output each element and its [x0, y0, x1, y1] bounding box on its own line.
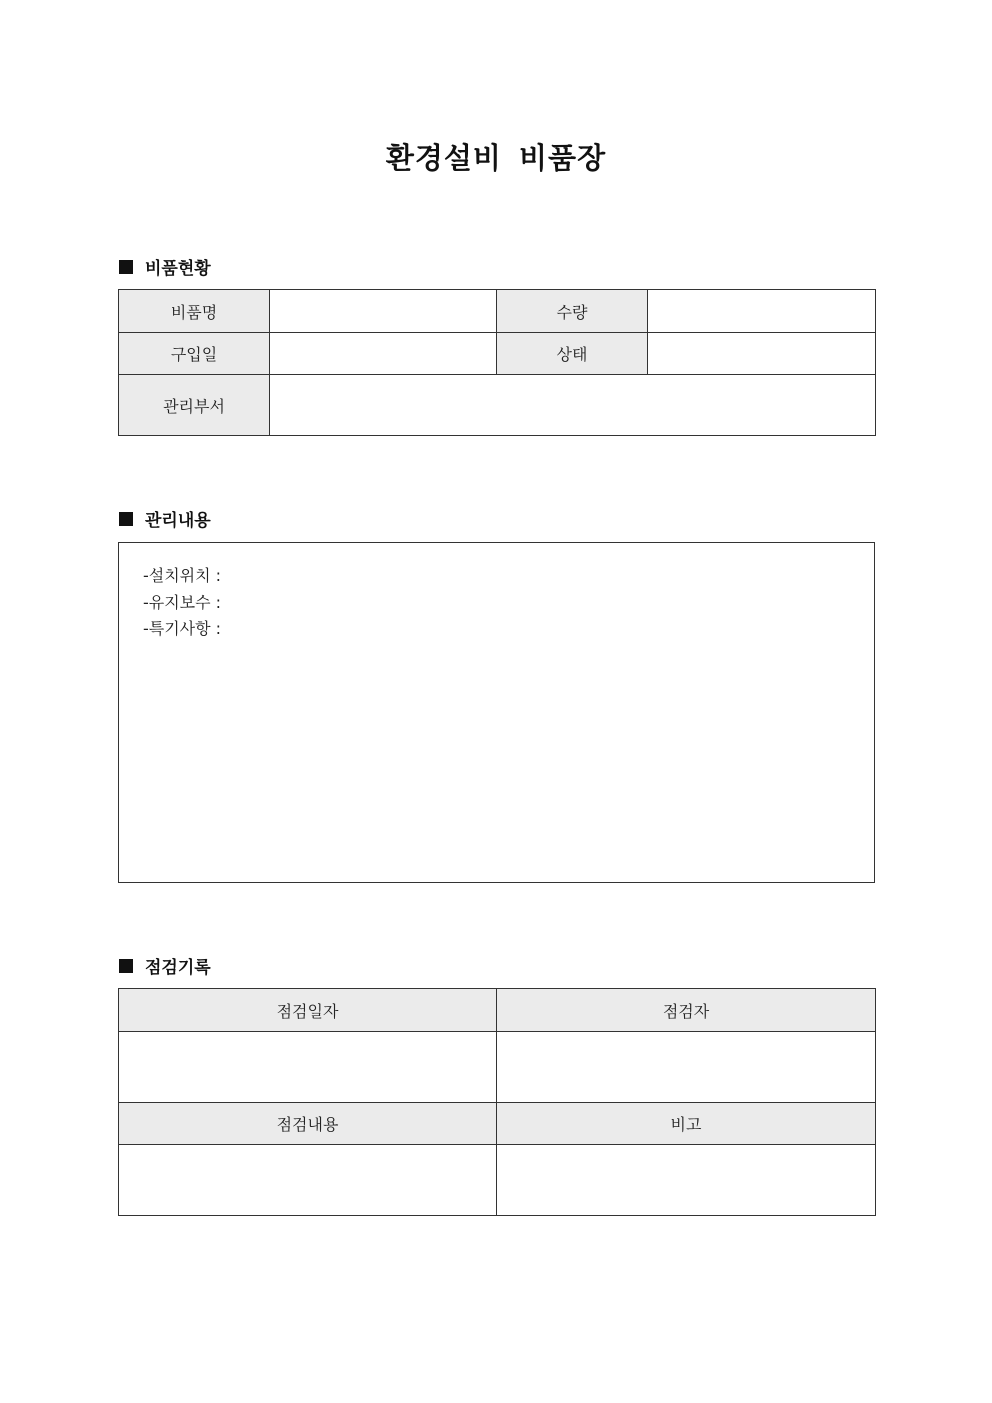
inspection-content-label: 점검내용	[119, 1103, 497, 1145]
inspector-label: 점검자	[497, 989, 876, 1032]
inspection-content-field[interactable]	[119, 1145, 497, 1216]
section-heading-status	[119, 254, 211, 279]
table-row	[119, 989, 876, 1032]
document-title: 환경설비 비품장	[385, 141, 607, 175]
section-heading-inspection	[119, 953, 211, 978]
table-row	[119, 1145, 876, 1216]
item-name-field[interactable]	[270, 290, 497, 333]
department-label: 관리부서	[119, 375, 270, 436]
section-heading-management	[119, 506, 211, 531]
quantity-field[interactable]	[648, 290, 876, 333]
table-row	[119, 1103, 876, 1145]
remarks-field[interactable]	[497, 1145, 876, 1216]
table-row	[119, 290, 876, 333]
purchase-date-field[interactable]	[270, 333, 497, 375]
inspection-date-label: 점검일자	[119, 989, 497, 1032]
quantity-label: 수량	[497, 290, 648, 333]
inspection-table	[118, 988, 876, 1216]
remarks-label: 비고	[497, 1103, 876, 1145]
special-notes-line: -특기사항 :	[143, 619, 222, 638]
table-row	[119, 1032, 876, 1103]
condition-field[interactable]	[648, 333, 876, 375]
item-name-label: 비품명	[119, 290, 270, 333]
section-title: 비품현황	[145, 259, 211, 279]
square-bullet-icon	[119, 512, 133, 526]
square-bullet-icon	[119, 260, 133, 274]
purchase-date-label: 구입일	[119, 333, 270, 375]
inspector-field[interactable]	[497, 1032, 876, 1103]
management-notes-box[interactable]	[118, 542, 875, 883]
department-field[interactable]	[270, 375, 876, 436]
maintenance-line: -유지보수 :	[143, 592, 222, 612]
condition-label: 상태	[497, 333, 648, 375]
table-row	[119, 333, 876, 375]
section-title: 점검기록	[145, 958, 211, 978]
installation-location-line: -설치위치 :	[143, 566, 222, 585]
square-bullet-icon	[119, 959, 133, 973]
inspection-date-field[interactable]	[119, 1032, 497, 1103]
management-notes	[143, 563, 221, 643]
status-table	[118, 289, 876, 436]
table-row	[119, 375, 876, 436]
section-title: 관리내용	[145, 511, 211, 531]
